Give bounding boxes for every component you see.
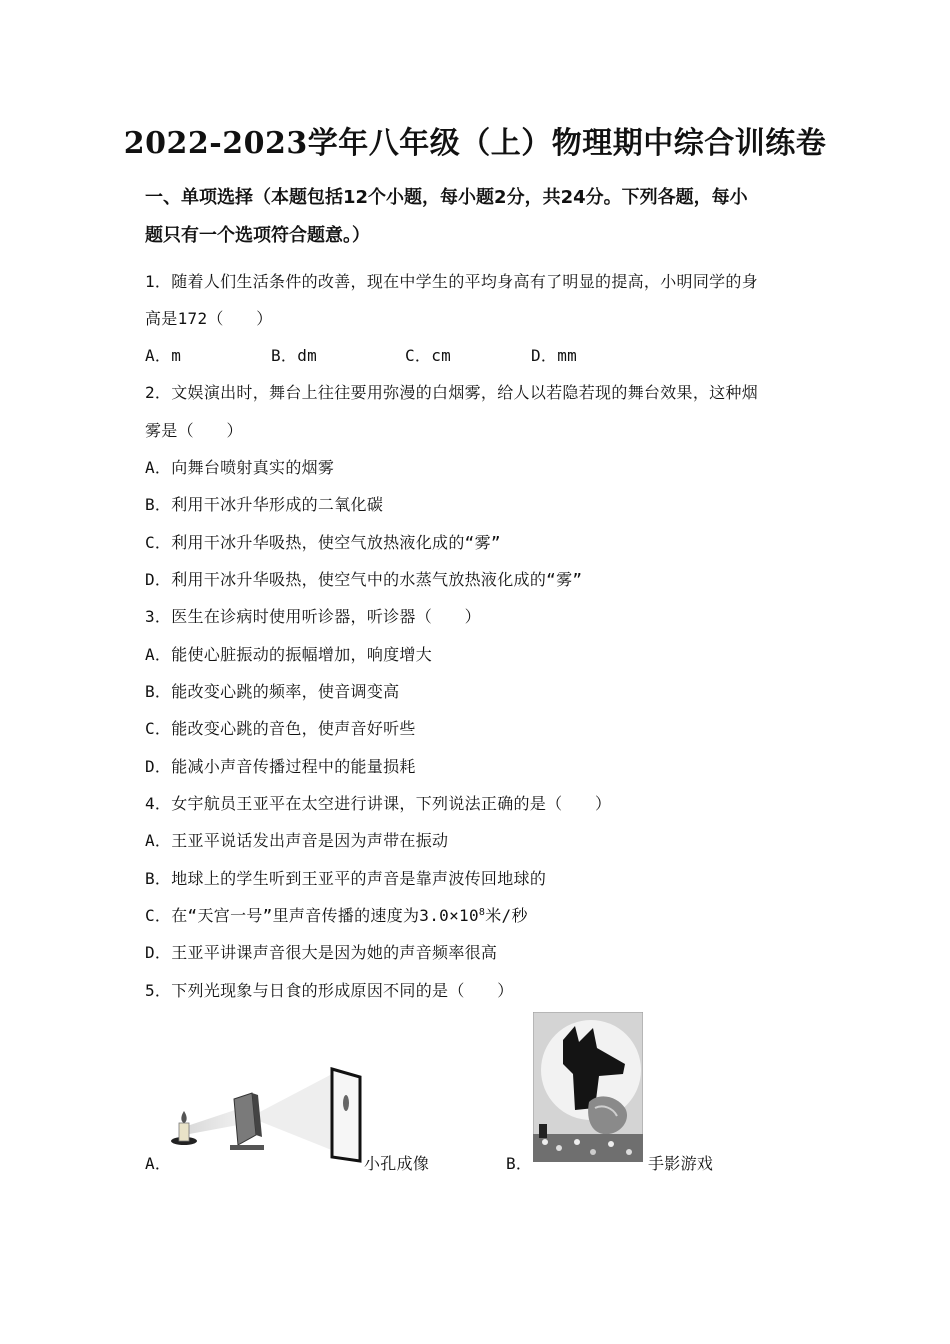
hand-shadow-figure: [533, 1012, 643, 1162]
q1-option-a: A．m: [145, 346, 182, 365]
q3-option-a: A．能使心脏振动的振幅增加，响度增大: [145, 645, 433, 664]
screen-icon: [332, 1069, 360, 1161]
q1-stem-line1: 1．随着人们生活条件的改善，现在中学生的平均身高有了明显的提高，小明同学的身: [145, 272, 759, 291]
q5-option-a-label: A．: [145, 1154, 172, 1173]
q4-option-c-text: C．在“天宫一号”里声音传播的速度为3.0×10: [145, 906, 479, 925]
q2-stem-line2: 雾是（ ）: [145, 421, 243, 440]
q1-option-d: D．mm: [531, 346, 578, 365]
q3-option-d: D．能减小声音传播过程中的能量损耗: [145, 757, 416, 776]
q5-option-b-caption: 手影游戏: [648, 1154, 714, 1173]
flower-icon: [574, 1139, 580, 1145]
q2-option-b: B．利用干冰升华形成的二氧化碳: [145, 495, 384, 514]
q5-option-a-caption: 小孔成像: [364, 1154, 430, 1173]
flower-icon: [608, 1141, 614, 1147]
candle-icon: [179, 1123, 189, 1141]
q1-option-b: B．dm: [271, 346, 318, 365]
q3-option-c: C．能改变心跳的音色，使声音好听些: [145, 719, 416, 738]
flower-icon: [542, 1139, 548, 1145]
q3-stem: 3．医生在诊病时使用听诊器，听诊器（ ）: [145, 607, 481, 626]
q4-option-a: A．王亚平说话发出声音是因为声带在振动: [145, 831, 449, 850]
q5-stem: 5．下列光现象与日食的形成原因不同的是（ ）: [145, 981, 514, 1000]
board-stand: [230, 1145, 264, 1150]
section-heading-line1: 一、单项选择（本题包括12个小题，每小题2分，共24分。下列各题，每小: [145, 187, 748, 208]
page-title: 2022-2023学年八年级（上）物理期中综合训练卷: [123, 126, 827, 161]
q3-option-b: B．能改变心跳的频率，使音调变高: [145, 682, 400, 701]
light-beam-left: [184, 1109, 238, 1135]
q2-option-a: A．向舞台喷射真实的烟雾: [145, 458, 335, 477]
q4-option-c: [145, 903, 528, 926]
flower-icon: [590, 1149, 596, 1155]
q2-option-c: C．利用干冰升华吸热，使空气放热液化成的“雾”: [145, 533, 501, 552]
section-heading-line2: 题只有一个选项符合题意。）: [145, 225, 370, 246]
q1-option-c: C．cm: [405, 346, 452, 365]
q2-option-d: D．利用干冰升华吸热，使空气中的水蒸气放热液化成的“雾”: [145, 570, 583, 589]
section-heading: [145, 180, 815, 254]
pinhole-imaging-figure: [162, 1065, 362, 1167]
flame-icon: [181, 1111, 186, 1123]
flower-field: [533, 1134, 643, 1162]
light-beam-right: [254, 1073, 334, 1151]
inverted-image-icon: [343, 1095, 349, 1111]
pinhole-board-icon: [234, 1093, 256, 1145]
q4-option-c-unit: 米/秒: [485, 906, 528, 925]
q1-stem-line2: 高是172（ ）: [145, 309, 273, 328]
q1-options: [145, 343, 577, 366]
q4-option-c-exponent: 8: [478, 907, 486, 918]
q2-stem-line1: 2．文娱演出时，舞台上往往要用弥漫的白烟雾，给人以若隐若现的舞台效果，这种烟: [145, 383, 759, 402]
q5-option-b-label: B．: [506, 1154, 533, 1173]
q4-option-d: D．王亚平讲课声音很大是因为她的声音频率很高: [145, 943, 498, 962]
q4-stem: 4．女宇航员王亚平在太空进行讲课，下列说法正确的是（ ）: [145, 794, 612, 813]
flower-icon: [626, 1149, 632, 1155]
q4-option-b: B．地球上的学生听到王亚平的声音是靠声波传回地球的: [145, 869, 547, 888]
flower-icon: [556, 1145, 562, 1151]
small-figure-icon: [539, 1124, 547, 1138]
